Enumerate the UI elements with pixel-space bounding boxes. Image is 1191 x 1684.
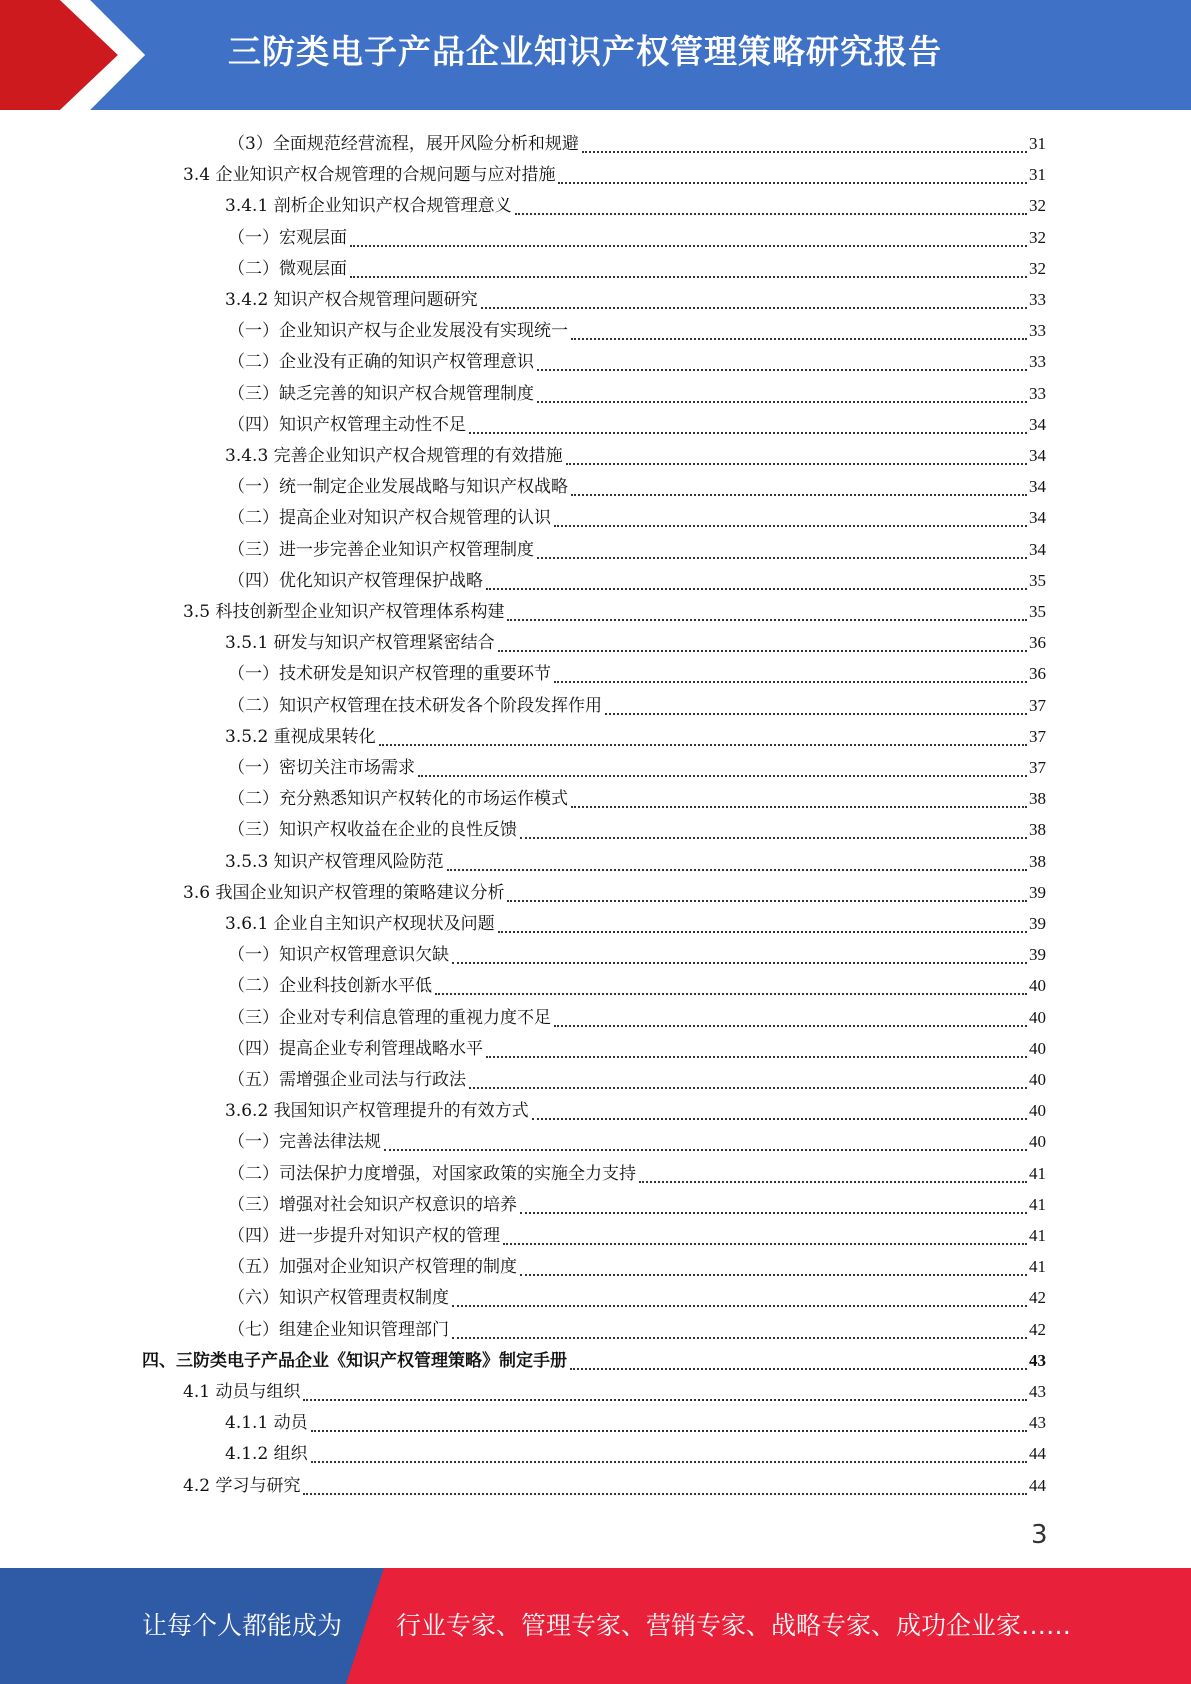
toc-entry-page: 34 bbox=[1029, 508, 1046, 528]
toc-entry[interactable] bbox=[228, 346, 1046, 377]
toc-entry[interactable] bbox=[228, 1220, 1046, 1251]
toc-entry[interactable] bbox=[228, 690, 1046, 721]
toc-entry-label: （三）缺乏完善的知识产权合规管理制度 bbox=[228, 383, 534, 404]
toc-entry-page: 32 bbox=[1029, 227, 1046, 247]
toc-entry[interactable] bbox=[228, 534, 1046, 565]
page-footer bbox=[0, 1568, 1191, 1684]
toc-entry[interactable] bbox=[225, 1438, 1046, 1469]
toc-entry-page: 41 bbox=[1029, 1194, 1046, 1214]
toc-entry[interactable] bbox=[228, 1158, 1046, 1189]
toc-entry[interactable] bbox=[228, 1002, 1046, 1033]
toc-entry-page: 42 bbox=[1029, 1319, 1046, 1339]
toc-dot-leader bbox=[452, 1305, 1027, 1307]
toc-entry[interactable] bbox=[228, 1126, 1046, 1157]
toc-dot-leader bbox=[520, 1274, 1027, 1276]
toc-entry[interactable] bbox=[228, 502, 1046, 533]
toc-dot-leader bbox=[558, 182, 1027, 184]
toc-dot-leader bbox=[498, 931, 1027, 933]
toc-entry-label: （四）知识产权管理主动性不足 bbox=[228, 414, 466, 435]
toc-dot-leader bbox=[520, 1212, 1027, 1214]
toc-entry-label: （六）知识产权管理责权制度 bbox=[228, 1288, 449, 1309]
toc-entry[interactable] bbox=[228, 970, 1046, 1001]
toc-entry-label: 3.4.1 剖析企业知识产权合规管理意义 bbox=[225, 196, 512, 217]
toc-dot-leader bbox=[311, 1461, 1027, 1463]
toc-dot-leader bbox=[520, 837, 1027, 839]
toc-entry-page: 35 bbox=[1029, 602, 1046, 621]
toc-dot-leader bbox=[570, 1368, 1027, 1370]
toc-entry-label: （一）完善法律法规 bbox=[228, 1132, 381, 1153]
toc-entry[interactable] bbox=[228, 783, 1046, 814]
toc-entry-page: 33 bbox=[1029, 321, 1046, 341]
toc-entry[interactable] bbox=[228, 378, 1046, 409]
toc-entry-label: （二）企业科技创新水平低 bbox=[228, 976, 432, 997]
toc-entry[interactable] bbox=[228, 471, 1046, 502]
toc-dot-leader bbox=[566, 463, 1027, 465]
toc-entry-page: 40 bbox=[1029, 1070, 1046, 1089]
toc-entry-page: 40 bbox=[1029, 1007, 1046, 1027]
toc-entry-label: 3.6.2 我国知识产权管理提升的有效方式 bbox=[225, 1101, 529, 1122]
toc-entry[interactable] bbox=[228, 658, 1046, 689]
toc-entry[interactable] bbox=[225, 1407, 1046, 1438]
footer-slogan-left: 让每个人都能成为 bbox=[142, 1611, 343, 1640]
toc-dot-leader bbox=[498, 650, 1027, 652]
toc-entry-page: 37 bbox=[1029, 758, 1046, 777]
toc-entry-page: 37 bbox=[1029, 695, 1046, 715]
toc-entry[interactable] bbox=[142, 1345, 1046, 1376]
toc-entry-page: 43 bbox=[1029, 1413, 1046, 1433]
toc-entry-label: （一）宏观层面 bbox=[228, 227, 347, 248]
toc-entry[interactable] bbox=[228, 1314, 1046, 1345]
toc-entry-label: 3.4.3 完善企业知识产权合规管理的有效措施 bbox=[225, 446, 563, 466]
toc-entry-label: （三）进一步完善企业知识产权管理制度 bbox=[228, 539, 534, 560]
toc-dot-leader bbox=[303, 1493, 1027, 1495]
toc-dot-leader bbox=[639, 1181, 1027, 1183]
toc-entry-page: 44 bbox=[1029, 1444, 1046, 1464]
toc-entry-page: 37 bbox=[1029, 726, 1046, 746]
toc-entry-label: （二）充分熟悉知识产权转化的市场运作模式 bbox=[228, 789, 568, 810]
toc-entry[interactable] bbox=[228, 814, 1046, 845]
toc-entry-page: 38 bbox=[1029, 820, 1046, 840]
toc-entry-label: 3.5.3 知识产权管理风险防范 bbox=[225, 851, 444, 872]
toc-entry-label: （二）知识产权管理在技术研发各个阶段发挥作用 bbox=[228, 695, 602, 716]
toc-entry-page: 33 bbox=[1029, 352, 1046, 372]
toc-entry-label: 3.5 科技创新型企业知识产权管理体系构建 bbox=[183, 602, 505, 622]
toc-entry-page: 33 bbox=[1029, 290, 1046, 309]
toc-dot-leader bbox=[537, 369, 1027, 371]
toc-dot-leader bbox=[605, 713, 1027, 715]
toc-entry-label: （一）密切关注市场需求 bbox=[228, 758, 415, 778]
toc-entry[interactable] bbox=[228, 1251, 1046, 1282]
toc-dot-leader bbox=[507, 619, 1027, 621]
toc-dot-leader bbox=[571, 806, 1027, 808]
toc-entry-label: （五）需增强企业司法与行政法 bbox=[228, 1070, 466, 1090]
toc-entry[interactable] bbox=[225, 440, 1046, 471]
toc-entry-label: （四）优化知识产权管理保护战略 bbox=[228, 570, 483, 591]
toc-entry-label: （二）企业没有正确的知识产权管理意识 bbox=[228, 352, 534, 373]
toc-entry[interactable] bbox=[228, 128, 1046, 159]
toc-dot-leader bbox=[554, 1025, 1027, 1027]
toc-entry[interactable] bbox=[225, 627, 1046, 658]
toc-dot-leader bbox=[515, 213, 1027, 215]
toc-entry-label: 4.1 动员与组织 bbox=[183, 1382, 301, 1402]
toc-entry[interactable] bbox=[228, 1189, 1046, 1220]
toc-entry[interactable] bbox=[228, 1064, 1046, 1095]
toc-entry-label: 3.6 我国企业知识产权管理的策略建议分析 bbox=[183, 882, 505, 903]
toc-entry-page: 34 bbox=[1029, 414, 1046, 434]
toc-entry-label: 3.5.1 研发与知识产权管理紧密结合 bbox=[225, 633, 495, 654]
toc-entry[interactable] bbox=[228, 752, 1046, 783]
toc-entry-label: （五）加强对企业知识产权管理的制度 bbox=[228, 1257, 517, 1278]
toc-entry[interactable] bbox=[228, 253, 1046, 284]
toc-dot-leader bbox=[503, 1243, 1027, 1245]
toc-entry[interactable] bbox=[225, 721, 1046, 752]
page-header bbox=[0, 0, 1191, 110]
toc-dot-leader bbox=[537, 557, 1027, 559]
toc-dot-leader bbox=[486, 588, 1027, 590]
toc-dot-leader bbox=[311, 1430, 1027, 1432]
toc-entry-page: 36 bbox=[1029, 633, 1046, 653]
toc-entry-page: 40 bbox=[1029, 976, 1046, 996]
toc-entry-label: 四、三防类电子产品企业《知识产权管理策略》制定手册 bbox=[142, 1350, 567, 1371]
toc-entry[interactable] bbox=[225, 846, 1046, 877]
toc-entry-label: （一）统一制定企业发展战略与知识产权战略 bbox=[228, 477, 568, 498]
toc-entry-label: （一）企业知识产权与企业发展没有实现统一 bbox=[228, 321, 568, 342]
toc-dot-leader bbox=[582, 151, 1027, 153]
toc-entry-page: 32 bbox=[1029, 196, 1046, 216]
toc-dot-leader bbox=[554, 525, 1027, 527]
toc-dot-leader bbox=[384, 1149, 1027, 1151]
toc-entry-label: （二）微观层面 bbox=[228, 258, 347, 279]
toc-entry-page: 33 bbox=[1029, 383, 1046, 403]
toc-entry-page: 39 bbox=[1029, 914, 1046, 933]
toc-entry-label: 3.6.1 企业自主知识产权现状及问题 bbox=[225, 914, 495, 934]
toc-entry-label: （一）技术研发是知识产权管理的重要环节 bbox=[228, 664, 551, 685]
toc-entry-page: 32 bbox=[1029, 258, 1046, 278]
header-chevron-decoration bbox=[0, 0, 150, 110]
page-number: 3 bbox=[1031, 1520, 1048, 1550]
toc-entry-page: 40 bbox=[1029, 1101, 1046, 1121]
toc-entry-label: （七）组建企业知识管理部门 bbox=[228, 1319, 449, 1340]
toc-entry[interactable] bbox=[183, 596, 1046, 627]
toc-dot-leader bbox=[537, 401, 1027, 403]
toc-entry[interactable] bbox=[228, 315, 1046, 346]
toc-entry[interactable] bbox=[228, 565, 1046, 596]
toc-dot-leader bbox=[379, 744, 1027, 746]
footer-slogan-right: 行业专家、管理专家、营销专家、战略专家、成功企业家…… bbox=[396, 1611, 1072, 1640]
toc-dot-leader bbox=[571, 494, 1027, 496]
toc-dot-leader bbox=[452, 1337, 1027, 1339]
toc-dot-leader bbox=[481, 307, 1027, 309]
toc-entry-page: 43 bbox=[1029, 1382, 1046, 1401]
toc-entry[interactable] bbox=[228, 939, 1046, 970]
toc-entry-label: （3）全面规范经营流程，展开风险分析和规避 bbox=[228, 134, 579, 154]
toc-entry[interactable] bbox=[225, 908, 1046, 939]
toc-dot-leader bbox=[469, 432, 1027, 434]
toc-entry-label: 3.5.2 重视成果转化 bbox=[225, 726, 376, 747]
toc-entry-page: 34 bbox=[1029, 446, 1046, 465]
toc-dot-leader bbox=[571, 338, 1027, 340]
toc-entry-page: 35 bbox=[1029, 570, 1046, 590]
toc-dot-leader bbox=[469, 1087, 1027, 1089]
toc-entry-label: 3.4 企业知识产权合规管理的合规问题与应对措施 bbox=[183, 165, 556, 186]
toc-entry-label: 4.1.1 动员 bbox=[225, 1413, 308, 1434]
toc-dot-leader bbox=[418, 775, 1027, 777]
toc-entry-page: 42 bbox=[1029, 1288, 1046, 1308]
toc-entry[interactable] bbox=[225, 190, 1046, 221]
toc-entry[interactable] bbox=[183, 877, 1046, 908]
toc-entry-label: 3.4.2 知识产权合规管理问题研究 bbox=[225, 290, 478, 310]
toc-entry-label: （四）提高企业专利管理战略水平 bbox=[228, 1038, 483, 1059]
document-title: 三防类电子产品企业知识产权管理策略研究报告 bbox=[228, 32, 942, 71]
toc-entry[interactable] bbox=[183, 1376, 1046, 1407]
toc-entry-label: （三）增强对社会知识产权意识的培养 bbox=[228, 1194, 517, 1215]
toc-entry[interactable] bbox=[183, 159, 1046, 190]
toc-entry[interactable] bbox=[228, 1282, 1046, 1313]
toc-entry[interactable] bbox=[225, 284, 1046, 315]
toc-dot-leader bbox=[350, 245, 1027, 247]
toc-dot-leader bbox=[303, 1399, 1027, 1401]
toc-entry-label: （四）进一步提升对知识产权的管理 bbox=[228, 1226, 500, 1246]
toc-entry-page: 38 bbox=[1029, 851, 1046, 871]
toc-entry-page: 31 bbox=[1029, 165, 1046, 185]
toc-entry[interactable] bbox=[225, 1095, 1046, 1126]
toc-entry[interactable] bbox=[228, 222, 1046, 253]
toc-entry-page: 36 bbox=[1029, 664, 1046, 684]
toc-entry[interactable] bbox=[228, 1033, 1046, 1064]
toc-dot-leader bbox=[486, 1056, 1027, 1058]
toc-entry-page: 34 bbox=[1029, 539, 1046, 559]
toc-entry[interactable] bbox=[183, 1470, 1046, 1501]
toc-dot-leader bbox=[452, 962, 1027, 964]
toc-entry-page: 41 bbox=[1029, 1163, 1046, 1183]
toc-entry-page: 40 bbox=[1029, 1132, 1046, 1152]
toc-entry-page: 39 bbox=[1029, 882, 1046, 902]
toc-dot-leader bbox=[507, 900, 1027, 902]
toc-entry-page: 38 bbox=[1029, 789, 1046, 809]
toc-dot-leader bbox=[447, 869, 1027, 871]
toc-entry-page: 34 bbox=[1029, 477, 1046, 497]
toc-entry[interactable] bbox=[228, 409, 1046, 440]
toc-dot-leader bbox=[350, 276, 1027, 278]
toc-dot-leader bbox=[532, 1118, 1027, 1120]
toc-entry-page: 39 bbox=[1029, 945, 1046, 965]
toc-entry-page: 41 bbox=[1029, 1226, 1046, 1245]
toc-entry-page: 41 bbox=[1029, 1257, 1046, 1277]
toc-entry-label: （一）知识产权管理意识欠缺 bbox=[228, 945, 449, 966]
toc-entry-label: （二）司法保护力度增强，对国家政策的实施全力支持 bbox=[228, 1163, 636, 1184]
toc-entry-page: 44 bbox=[1029, 1475, 1046, 1495]
toc-dot-leader bbox=[554, 681, 1027, 683]
toc-entry-label: （三）知识产权收益在企业的良性反馈 bbox=[228, 820, 517, 841]
toc-entry-page: 31 bbox=[1029, 134, 1046, 153]
toc-entry-label: 4.1.2 组织 bbox=[225, 1444, 308, 1465]
toc-entry-label: （三）企业对专利信息管理的重视力度不足 bbox=[228, 1007, 551, 1028]
toc-entry-label: （二）提高企业对知识产权合规管理的认识 bbox=[228, 508, 551, 529]
toc-dot-leader bbox=[435, 993, 1027, 995]
toc-entry-page: 40 bbox=[1029, 1038, 1046, 1058]
toc-entry-page: 43 bbox=[1029, 1350, 1046, 1370]
toc-entry-label: 4.2 学习与研究 bbox=[183, 1475, 301, 1496]
